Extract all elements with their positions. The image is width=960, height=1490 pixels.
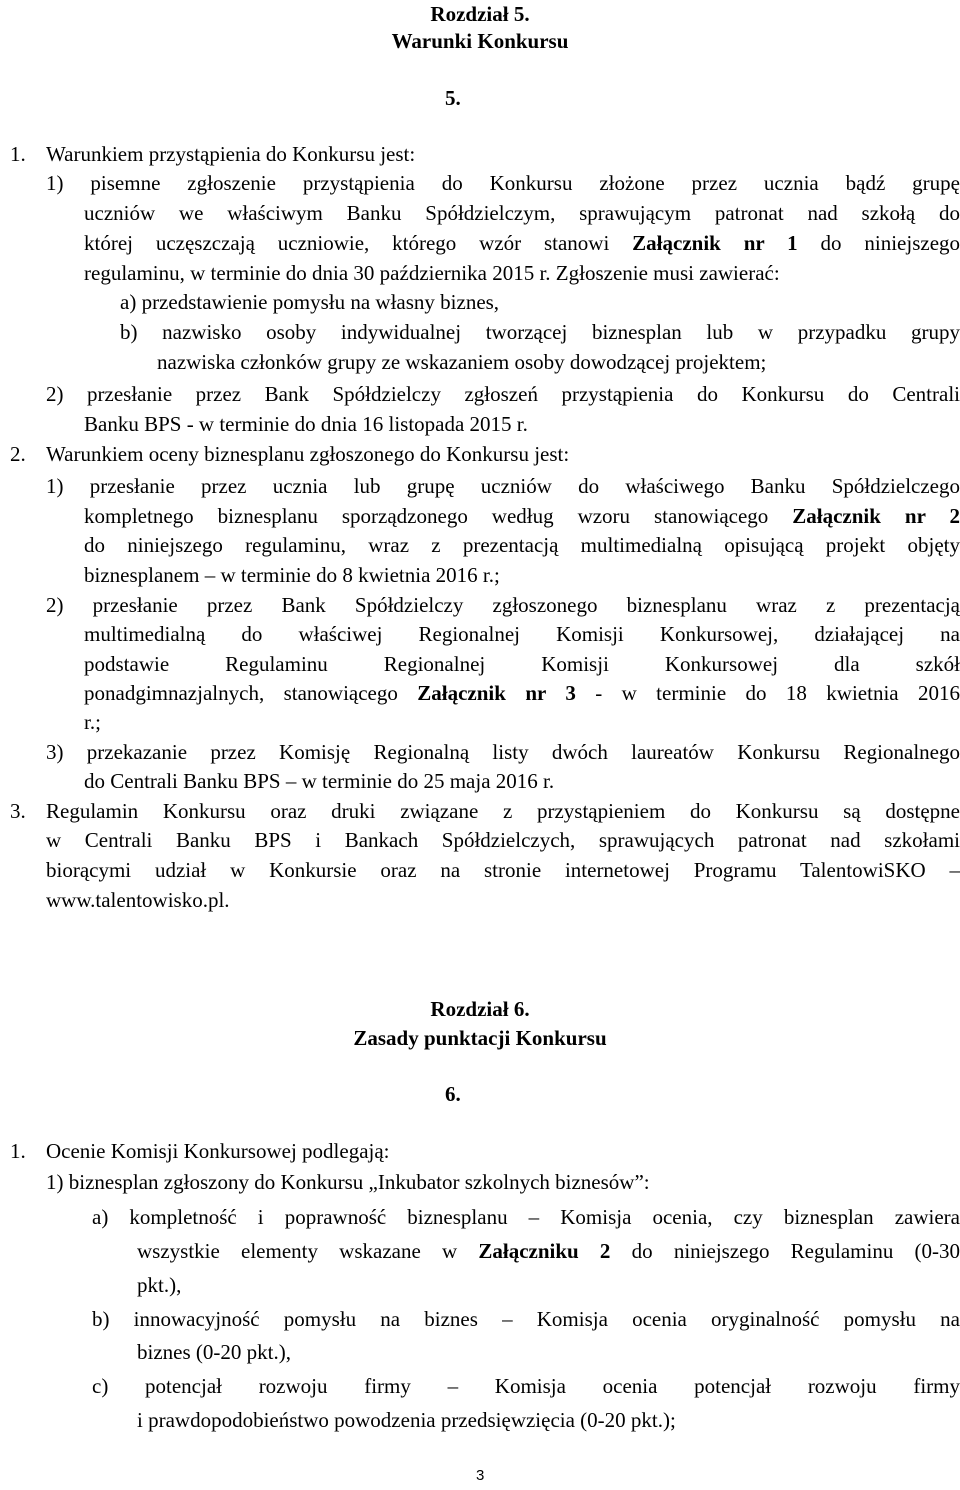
point-5-1-intro: Warunkiem przystąpienia do Konkursu jest: bbox=[46, 142, 416, 166]
point-6-1-sub-a-line-2: wszystkie elementy wskazane w Załączniku 2 do niniejszego Regulaminu (0-30 bbox=[137, 1239, 960, 1263]
point-5-1-item-2-line-1: 2) przesłanie przez Bank Spółdzielczy zgłoszeń przystąpienia do Konkursu do Centrali bbox=[46, 382, 960, 406]
point-5-2-item-2-line-3: podstawie Regulaminu Regionalnej Komisji Konkursowej dla szkół bbox=[84, 652, 960, 676]
point-5-2-item-1-line-1: 1) przesłanie przez ucznia lub grupę uczniów do właściwego Banku Spółdzielczego bbox=[46, 474, 960, 498]
point-5-1-item-1-line-1: 1) pisemne zgłoszenie przystąpienia do Konkursu złożone przez ucznia bądź grupę bbox=[46, 171, 960, 195]
point-6-1-sub-b-line-1: b) innowacyjność pomysłu na biznes – Komisja ocenia oryginalność pomysłu na bbox=[92, 1307, 960, 1331]
point-6-1-sub-b-line-2: biznes (0-20 pkt.), bbox=[137, 1340, 291, 1364]
point-5-1-item-1-line-4: regulaminu, w terminie do dnia 30 października 2015 r. Zgłoszenie musi zawierać: bbox=[84, 261, 780, 285]
point-6-1-sub-c-line-2: i prawdopodobieństwo powodzenia przedsięwzięcia (0-20 pkt.); bbox=[137, 1408, 676, 1432]
paragraph-6-label: 6. bbox=[445, 1082, 461, 1106]
point-5-2-number: 2. bbox=[10, 442, 26, 466]
point-5-2-intro: Warunkiem oceny biznesplanu zgłoszonego do Konkursu jest: bbox=[46, 442, 570, 466]
point-5-1-item-2-line-2: Banku BPS - w terminie do dnia 16 listopada 2015 r. bbox=[84, 412, 528, 436]
point-5-1-sub-b-line-2: nazwiska członków grupy ze wskazaniem osoby dowodzącej projektem; bbox=[157, 350, 767, 374]
point-5-1-item-1-line-2: uczniów we właściwym Banku Spółdzielczym, sprawującym patronat nad szkołą do bbox=[84, 201, 960, 225]
point-6-1-number: 1. bbox=[10, 1139, 26, 1163]
point-5-3-line-3: biorącymi udział w Konkursie oraz na stronie internetowej Programu TalentowiSKO – bbox=[46, 858, 960, 882]
point-5-1-sub-b-line-1: b) nazwisko osoby indywidualnej tworzącej biznesplan lub w przypadku grupy bbox=[120, 320, 960, 344]
point-6-1-sub-c-line-1: c) potencjał rozwoju firmy – Komisja ocenia potencjał rozwoju firmy bbox=[92, 1374, 960, 1398]
attachment-3-ref: Załącznik nr 3 bbox=[417, 681, 576, 705]
attachment-2-ref: Załącznik nr 2 bbox=[792, 504, 960, 528]
point-6-1-item-1: 1) biznesplan zgłoszony do Konkursu „Inkubator szkolnych biznesów”: bbox=[46, 1170, 650, 1194]
point-5-2-item-3-line-2: do Centrali Banku BPS – w terminie do 25 maja 2016 r. bbox=[84, 769, 555, 793]
point-5-3-number: 3. bbox=[10, 799, 26, 823]
point-5-3-line-2: w Centrali Banku BPS i Bankach Spółdzielczych, sprawujących patronat nad szkołami bbox=[46, 828, 960, 852]
point-5-1-item-1-line-3: której uczęszczają uczniowie, którego wzór stanowi Załącznik nr 1 do niniejszego bbox=[84, 231, 960, 255]
point-5-2-item-2-line-1: 2) przesłanie przez Bank Spółdzielczy zgłoszonego biznesplanu wraz z prezentacją bbox=[46, 593, 960, 617]
paragraph-5-label: 5. bbox=[445, 86, 461, 110]
point-6-1-sub-a-line-3: pkt.), bbox=[137, 1273, 182, 1297]
point-5-2-item-1-line-4: biznesplanem – w terminie do 8 kwietnia 2016 r.; bbox=[84, 563, 500, 587]
point-6-1-intro: Ocenie Komisji Konkursowej podlegają: bbox=[46, 1139, 390, 1163]
point-5-3-line-4-url: www.talentowisko.pl. bbox=[46, 888, 230, 912]
point-5-2-item-2-line-5: r.; bbox=[84, 710, 101, 734]
chapter-5-subtitle: Warunki Konkursu bbox=[391, 29, 569, 53]
point-5-2-item-2-line-2: multimedialną do właściwej Regionalnej Komisji Konkursowej, działającej na bbox=[84, 622, 960, 646]
point-5-2-item-3-line-1: 3) przekazanie przez Komisję Regionalną listy dwóch laureatów Konkursu Regionalnego bbox=[46, 740, 960, 764]
point-5-2-item-1-line-3: do niniejszego regulaminu, wraz z prezentacją multimedialną opisującą projekt objęty bbox=[84, 533, 960, 557]
attachment-2-ref-b: Załączniku 2 bbox=[478, 1239, 611, 1263]
point-6-1-sub-a-line-1: a) kompletność i poprawność biznesplanu – Komisja ocenia, czy biznesplan zawiera bbox=[92, 1205, 960, 1229]
chapter-5-title: Rozdział 5. bbox=[430, 2, 530, 26]
point-5-1-sub-a: a) przedstawienie pomysłu na własny biznes, bbox=[120, 290, 500, 314]
chapter-6-title: Rozdział 6. bbox=[430, 997, 530, 1021]
point-5-2-item-2-line-4: ponadgimnazjalnych, stanowiącego Załącznik nr 3 - w terminie do 18 kwietnia 2016 bbox=[84, 681, 960, 705]
chapter-6-subtitle: Zasady punktacji Konkursu bbox=[353, 1026, 607, 1050]
point-5-3-line-1: Regulamin Konkursu oraz druki związane z przystąpieniem do Konkursu są dostępne bbox=[46, 799, 960, 823]
point-5-1-number: 1. bbox=[10, 142, 26, 166]
attachment-1-ref: Załącznik nr 1 bbox=[632, 231, 798, 255]
page-number: 3 bbox=[476, 1467, 485, 1484]
point-5-2-item-1-line-2: kompletnego biznesplanu sporządzonego według wzoru stanowiącego Załącznik nr 2 bbox=[84, 504, 960, 528]
